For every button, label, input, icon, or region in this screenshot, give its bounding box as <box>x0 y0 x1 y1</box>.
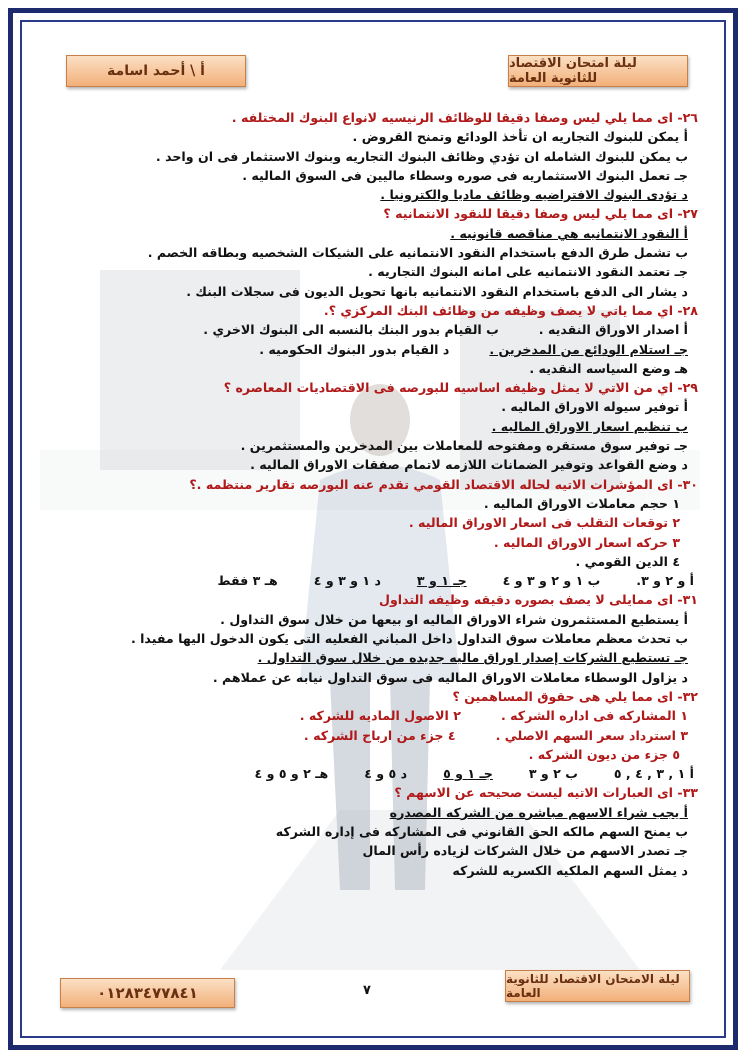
q29-option-d: د وضع القواعد وتوفير الضمانات اللازمه لاتمام صفقات الاوراق الماليه . <box>250 457 688 473</box>
q32-item-1: ١ المشاركه فى اداره الشركه . <box>500 708 688 724</box>
q30-option-b: ب ١ و ٢ و ٣ و ٤ <box>502 573 601 589</box>
q33-option-a: أ يجب شراء الاسهم مباشره من الشركه المصدره <box>389 804 688 820</box>
q32-options-row <box>60 764 698 783</box>
q29-option-b: ب تنظيم اسعار الاوراق الماليه . <box>491 418 688 434</box>
q32-row-34 <box>60 726 698 745</box>
q27-option-b: ب تشمل طرق الدفع باستخدام النقود الانتمانيه على الشيكات الشخصيه وبطاقه الخصم . <box>147 245 688 261</box>
q27-option-a: أ النقود الانتمانيه هي مناقصه قانونيه . <box>450 225 688 241</box>
phone-banner <box>60 978 235 1008</box>
question-31: ٣١- اى ممايلى لا يصف بصوره دقيقه وظيفه التداول <box>379 592 698 608</box>
q32-option-c: جـ ١ و ٥ <box>443 766 493 782</box>
q33-option-c: جـ تصدر الاسهم من خلال الشركات لزياده رأس المال <box>362 843 688 859</box>
q28-row-cd <box>60 340 698 359</box>
q32-option-b: ب ٢ و ٣ <box>528 766 578 782</box>
author-banner <box>66 55 246 87</box>
footer-title-banner <box>505 970 690 1002</box>
q28-option-b: ب القيام بدور البنك بالنسبه الى البنوك الاخري . <box>203 322 499 338</box>
header-title: ليلة امتحان الاقتصاد للثانوية العامة <box>509 56 637 86</box>
q28-option-d: د القيام بدور البنوك الحكوميه . <box>259 341 450 357</box>
q32-option-a: أ ١ , ٣ , ٤ , ٥ <box>613 766 694 782</box>
author-name: أ \ أحمد اسامة <box>107 63 205 79</box>
question-27: ٢٧- اى مما يلي ليس وصفا دقيقا للنقود الانتمانيه ؟ <box>383 206 698 222</box>
q30-option-d: د ١ و ٣ و ٤ <box>313 573 381 589</box>
question-28: ٢٨- اي مما ياتي لا يصف وظيفه من وظائف البنك المركزي ؟. <box>323 302 698 318</box>
question-32: ٣٢- اى مما يلي هى حقوق المساهمين ؟ <box>452 688 698 704</box>
q31-option-a: أ يستطيع المستثمرون شراء الاوراق الماليه او بيعها من خلال سوق التداول . <box>220 611 688 627</box>
q27-option-c: جـ تعتمد النقود الانتمانيه على امانه البنوك التجاريه . <box>368 264 688 280</box>
question-30: ٣٠- اى المؤشرات الاتيه لحاله الاقتصاد القومي تقدم عنه البورصه تقارير منتظمه .؟ <box>189 476 698 492</box>
q32-item-4: ٤ جزء من ارباح الشركه . <box>303 727 456 743</box>
q31-option-d: د يزاول الوسطاء معاملات الاوراق الماليه فى سوق التداول نيابه عن عملاهم . <box>212 669 688 685</box>
q30-option-e: هـ ٣ فقط <box>217 573 278 589</box>
question-29: ٢٩- اي من الاتي لا يمثل وظيفه اساسيه للبورصه فى الاقتصاديات المعاصره ؟ <box>223 380 698 396</box>
q33-option-d: د يمثل السهم الملكيه الكسريه للشركه <box>452 862 688 878</box>
q26-option-b: ب يمكن للبنوك الشامله ان تؤدي وظائف البنوك التجاريه وبنوك الاستثمار فى ان واحد . <box>155 148 688 164</box>
q31-option-c: جـ تستطيع الشركات إصدار اوراق ماليه جديده من خلال سوق التداول . <box>257 650 688 666</box>
q30-option-c: جـ ١ و ٣ <box>416 573 467 589</box>
q26-option-a: أ يمكن للبنوك التجاريه ان تأخذ الودائع وتمنح القروض . <box>352 129 688 145</box>
q32-item-2: ٢ الاصول الماديه للشركه . <box>299 708 461 724</box>
exam-content <box>60 108 698 880</box>
q29-option-a: أ توفير سيوله الاوراق الماليه . <box>501 399 688 415</box>
q30-item-4: ٤ الدين القومي . <box>575 553 680 569</box>
q29-option-c: جـ توفير سوق مستقره ومفتوحه للمعاملات بين المدخرين والمستثمرين . <box>240 438 688 454</box>
question-26: ٢٦- اى مما يلي ليس وصفا دقيقا للوظائف الرنيسيه لانواع البنوك المختلفه . <box>231 110 698 125</box>
q30-options-row <box>60 571 698 590</box>
q28-row-ab <box>60 320 698 339</box>
q28-option-a: أ اصدار الاوراق النقديه . <box>538 322 688 338</box>
phone-number: ٠١٢٨٣٤٧٧٨٤١ <box>97 984 198 1002</box>
q33-option-b: ب يمنح السهم مالكه الحق القانوني فى المشاركه فى إداره الشركه <box>275 823 688 839</box>
q32-item-5: ٥ جزء من ديون الشركه . <box>528 746 680 762</box>
q30-item-2: ٢ توقعات التقلب فى اسعار الاوراق الماليه . <box>408 515 680 531</box>
q26-option-c: جـ تعمل البنوك الاستثماريه فى صوره وسطاء ماليين فى السوق الماليه . <box>242 167 688 183</box>
header-title-banner <box>508 55 688 87</box>
footer-title: ليلة الامتحان الاقتصاد للثانوية العامة <box>506 972 680 1000</box>
q28-option-e: هـ وضع السياسه النقديه . <box>529 360 688 376</box>
q27-option-d: د يشار الى الدفع باستخدام النقود الانتمانيه بانها تحويل الديون فى سجلات البنك . <box>186 283 688 299</box>
q26-option-d: د تؤدى البنوك الافتراضيه وظائف ماديا والكترونيا . <box>380 187 688 203</box>
q30-item-1: ١ حجم معاملات الاوراق الماليه . <box>483 495 680 511</box>
q32-option-d: د ٥ و ٤ <box>364 766 408 782</box>
q30-item-3: ٣ حركه اسعار الاوراق الماليه . <box>493 534 680 550</box>
q28-option-c: جـ استلام الودائع من المدخرين . <box>489 341 688 357</box>
q32-option-e: هـ ٢ و ٥ و ٤ <box>254 766 329 782</box>
q32-row-12 <box>60 706 698 725</box>
page-number: ٧ <box>363 983 371 998</box>
q31-option-b: ب تحدث معظم معاملات سوق التداول داخل المباني الفعليه التى يكون الدخول اليها مفيدا . <box>130 631 688 647</box>
q32-item-3: ٣ استرداد سعر السهم الاصلي . <box>495 727 688 743</box>
question-33: ٣٣- اى العبارات الاتيه ليست صحيحه عن الاسهم ؟ <box>394 785 698 801</box>
q30-option-a: أ و ٢ و ٣. <box>636 573 694 589</box>
